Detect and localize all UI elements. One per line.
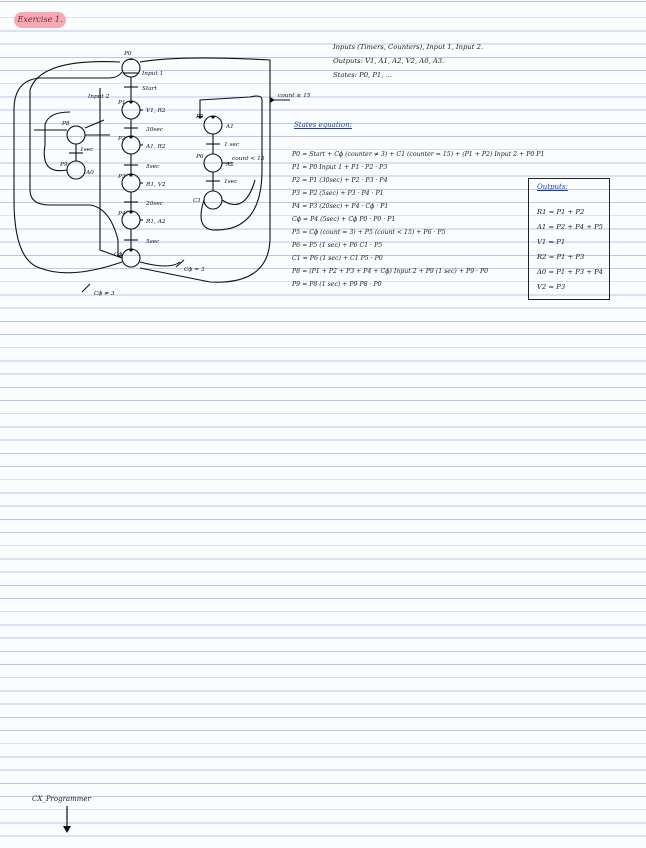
transition-input-1: Input 1 <box>142 71 164 77</box>
label-cphi: Cϕ <box>114 252 123 258</box>
label-p4: P4 <box>118 211 126 217</box>
action-a1: A1 <box>226 124 234 130</box>
outputs-heading: Outputs: <box>537 183 568 191</box>
transition-1sec-3: 1sec <box>80 147 94 153</box>
equation-p8: P8 = (P1 + P2 + P3 + P4 + Cϕ) Input 2 + P9 (1 sec) + P9 · P0 <box>292 268 489 275</box>
output-r1: R1 = P1 + P2 <box>537 208 585 216</box>
transition-5sec: 5sec <box>146 164 160 170</box>
output-a1: A1 = P2 + P4 + P5 <box>537 223 603 231</box>
label-p2: P2 <box>118 136 126 142</box>
output-r2: R2 = P1 + P3 <box>537 253 585 261</box>
transition-1sec: 1 sec <box>224 142 240 148</box>
equation-p0: P0 = Start + Cϕ (counter ≠ 3) + C1 (counter = 15) + (P1 + P2) Input 2 + P0 P1 <box>292 151 545 158</box>
equation-c1: C1 = P6 (1 sec) + C1 P5 · P0 <box>292 255 383 262</box>
label-p0: P0 <box>124 51 132 57</box>
transition-5sec-2: 5sec <box>146 239 160 245</box>
down-arrow-icon <box>60 806 74 836</box>
states-equation-heading: States equation: <box>294 121 352 129</box>
footer-label: CX_Programmer <box>32 795 91 803</box>
action-v1-r2: V1, R2 <box>146 108 166 114</box>
transition-1sec-2: 1sec <box>224 179 238 185</box>
transition-input-2: Input 2 <box>88 94 110 100</box>
equation-p9: P9 = P8 (1 sec) + P9 P8 · P0 <box>292 281 382 288</box>
transition-count-15: count ≥ 15 <box>278 93 311 99</box>
step-p6 <box>204 154 222 172</box>
transition-count-lt-15: count < 15 <box>232 156 265 162</box>
states-line: States: P0, P1, ... <box>333 71 393 79</box>
label-p3: P3 <box>118 174 126 180</box>
equation-p3: P3 = P2 (5sec) + P3 · P4 · P1 <box>292 190 384 197</box>
step-p9 <box>67 161 85 179</box>
equation-p4: P4 = P3 (20sec) + P4 · Cϕ · P1 <box>292 203 389 210</box>
output-v2: V2 = P3 <box>537 283 566 291</box>
transition-30sec: 30sec <box>146 127 164 133</box>
step-p8 <box>67 126 85 144</box>
action-a2: A2 <box>226 162 234 168</box>
equation-p5: P5 = Cϕ (count = 3) + P5 (count < 15) + P6 · P5 <box>292 229 446 236</box>
output-v1: V1 = P1 <box>537 238 566 246</box>
exercise-title: Exercise 1. <box>14 12 66 28</box>
label-p6: P6 <box>196 154 204 160</box>
output-a0: A0 = P1 + P3 + P4 <box>537 268 603 276</box>
label-p5: P5 <box>196 114 204 120</box>
step-p0 <box>122 59 140 77</box>
action-a1-r2: A1, R2 <box>146 144 166 150</box>
label-p1: P1 <box>118 100 126 106</box>
inputs-line: Inputs (Timers, Counters), Input 1, Input 2. <box>333 43 484 51</box>
action-r1-a2: R1, A2 <box>146 219 166 225</box>
label-c1: C1 <box>193 198 202 204</box>
step-c1 <box>204 191 222 209</box>
equation-p6: P6 = P5 (1 sec) + P6 C1 · P5 <box>292 242 383 249</box>
transition-cphi-3: Cϕ = 3 <box>184 267 205 273</box>
action-r1-v2: R1, V2 <box>146 182 166 188</box>
equation-cphi: Cϕ = P4 (5sec) + Cϕ P0 · P0 · P1 <box>292 216 396 223</box>
label-p9: P9 <box>60 162 68 168</box>
outputs-line: Outputs: V1, A1, A2, V2, A0, A3. <box>333 57 445 65</box>
equation-p2: P2 = P1 (30sec) + P2 · P3 · P4 <box>292 177 388 184</box>
action-a0: A0 <box>86 170 94 176</box>
label-p8: P8 <box>62 121 70 127</box>
transition-start: Start <box>142 86 157 92</box>
equation-p1: P1 = P0 Input 1 + P1 · P2 · P3 <box>292 164 388 171</box>
transition-20sec: 20sec <box>146 201 164 207</box>
transition-cphi-not-3: Cϕ ≠ 3 <box>94 291 115 297</box>
